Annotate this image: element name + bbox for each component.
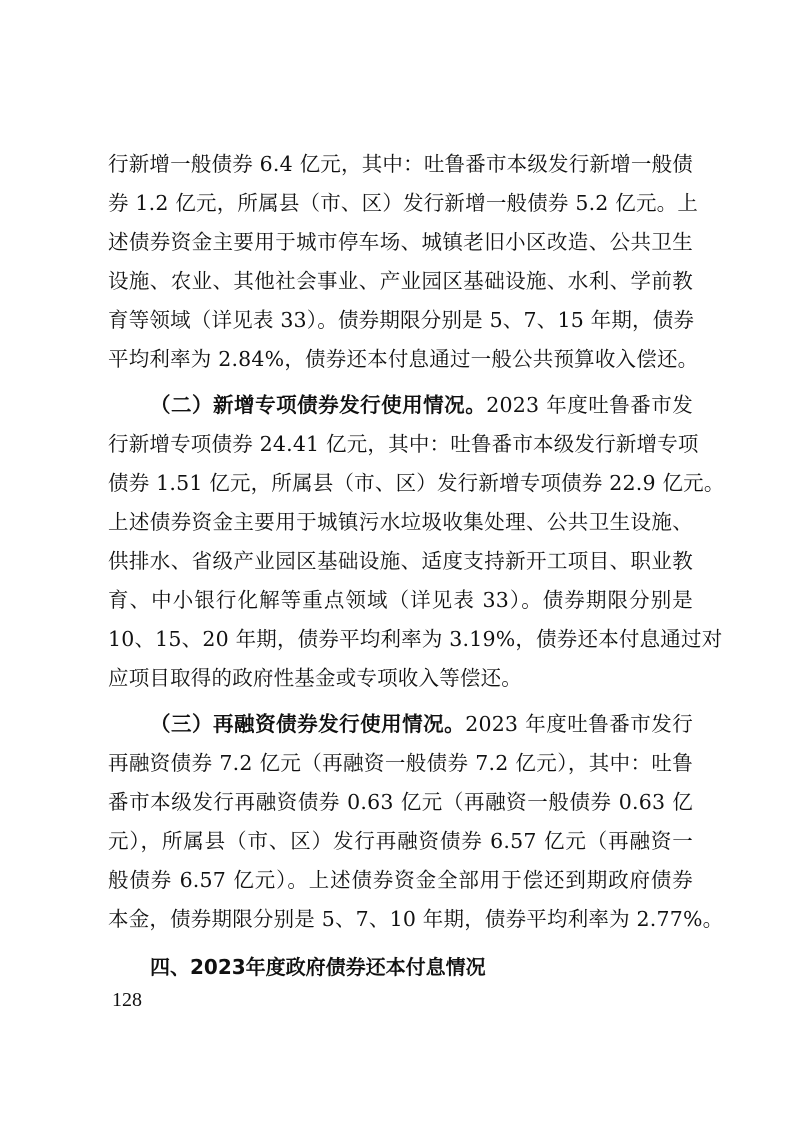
section-heading: 四、2023年度政府债券还本付息情况 [150, 955, 486, 979]
section3-heading: （三）再融资债券发行使用情况。 [150, 712, 466, 736]
paragraph-line: 应项目取得的政府性基金或专项收入等偿还。 [108, 666, 522, 690]
paragraph-line: 本金，债券期限分别是 5、7、10 年期，债券平均利率为 2.77%。 [108, 907, 724, 931]
paragraph-line: 行新增专项债券 24.41 亿元，其中：吐鲁番市本级发行新增专项 [108, 432, 699, 456]
paragraph-line: 供排水、省级产业园区基础设施、适度支持新开工项目、职业教 [108, 549, 693, 573]
paragraph-line: 般债券 6.57 亿元）。上述债券资金全部用于偿还到期政府债券 [108, 868, 693, 892]
paragraph-line: 行新增一般债券 6.4 亿元，其中：吐鲁番市本级发行新增一般债 [108, 152, 693, 176]
paragraph-line: 再融资债券 7.2 亿元（再融资一般债券 7.2 亿元），其中：吐鲁 [108, 751, 693, 775]
paragraph-line: 元），所属县（市、区）发行再融资债券 6.57 亿元（再融资一 [108, 829, 693, 853]
section3-first-text: 2023 年度吐鲁番市发行 [465, 712, 693, 736]
paragraph-line: 育等领域（详见表 33）。债券期限分别是 5、7、15 年期，债券 [108, 308, 695, 332]
paragraph-line: 述债券资金主要用于城市停车场、城镇老旧小区改造、公共卫生 [108, 230, 693, 254]
paragraph-line: 债券 1.51 亿元，所属县（市、区）发行新增专项债券 22.9 亿元。 [108, 471, 725, 495]
paragraph-line: 设施、农业、其他社会事业、产业园区基础设施、水利、学前教 [108, 269, 693, 293]
section3-first-line [150, 706, 693, 742]
section2-first-text: 2023 年度吐鲁番市发 [486, 393, 693, 417]
page-number: 128 [112, 989, 142, 1011]
paragraph-line: 育、中小银行化解等重点领域（详见表 33）。债券期限分别是 [108, 588, 693, 612]
section2-heading: （二）新增专项债券发行使用情况。 [150, 393, 487, 417]
paragraph-line: 番市本级发行再融资债券 0.63 亿元（再融资一般债券 0.63 亿 [108, 790, 693, 814]
paragraph-line: 上述债券资金主要用于城镇污水垃圾收集处理、公共卫生设施、 [108, 510, 693, 534]
paragraph-line: 平均利率为 2.84%，债券还本付息通过一般公共预算收入偿还。 [108, 347, 699, 371]
paragraph-line: 10、15、20 年期，债券平均利率为 3.19%，债券还本付息通过对 [108, 627, 723, 651]
section2-first-line [150, 387, 693, 423]
paragraph-line: 券 1.2 亿元，所属县（市、区）发行新增一般债券 5.2 亿元。上 [108, 191, 699, 215]
